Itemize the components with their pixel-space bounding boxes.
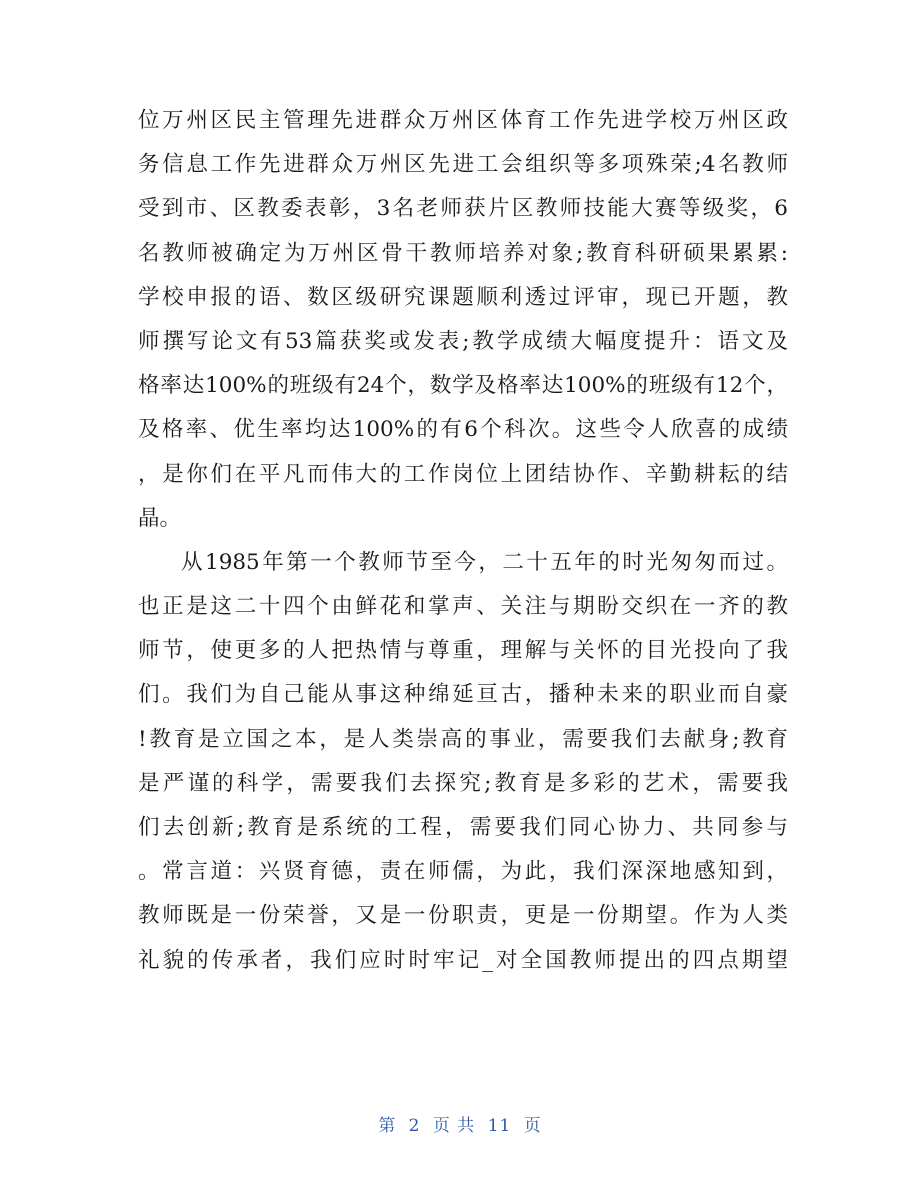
total-pages-number: 11 xyxy=(487,1116,512,1136)
page-label-suffix: 页 xyxy=(523,1116,542,1136)
text-line: 名教师被确定为万州区骨干教师培养对象;教育科研硕果累累: xyxy=(138,240,788,266)
page-label-prefix: 第 xyxy=(378,1116,397,1136)
text-line: 师撰写论文有53篇获奖或发表;教学成绩大幅度提升：语文及 xyxy=(138,328,788,354)
text-line: 们。我们为自己能从事这种绵延亘古，播种未来的职业而自豪 xyxy=(138,682,788,708)
current-page-number: 2 xyxy=(408,1116,421,1136)
text-line: 学校申报的语、数区级研究课题顺利透过评审，现已开题，教 xyxy=(138,284,788,310)
text-line: 也正是这二十四个由鲜花和掌声、关注与期盼交织在一齐的教 xyxy=(138,594,788,620)
paragraph-first-line: 从1985年第一个教师节至今，二十五年的时光匆匆而过。 xyxy=(181,549,788,575)
text-line: 务信息工作先进群众万州区先进工会组织等多项殊荣;4名教师 xyxy=(138,152,788,178)
page-number-footer xyxy=(0,1111,920,1136)
text-line: 。常言道：兴贤育德，责在师儒，为此，我们深深地感知到， xyxy=(138,859,788,885)
page-label-mid: 页 共 xyxy=(432,1116,476,1136)
text-line: 礼貌的传承者，我们应时时牢记_对全国教师提出的四点期望 xyxy=(138,947,788,973)
text-line: 教师既是一份荣誉，又是一份职责，更是一份期望。作为人类 xyxy=(138,903,788,929)
text-line: 受到市、区教委表彰，3名老师获片区教师技能大赛等级奖，6 xyxy=(138,196,788,222)
text-line: 及格率、优生率均达100%的有6个科次。这些令人欣喜的成绩 xyxy=(138,417,788,443)
text-line: !教育是立国之本，是人类崇高的事业，需要我们去献身;教育 xyxy=(138,726,788,752)
text-line: ，是你们在平凡而伟大的工作岗位上团结协作、辛勤耕耘的结 xyxy=(138,461,788,487)
text-line: 们去创新;教育是系统的工程，需要我们同心协力、共同参与 xyxy=(138,815,788,840)
text-line: 位万州区民主管理先进群众万州区体育工作先进学校万州区政 xyxy=(138,108,788,133)
text-line: 晶。 xyxy=(138,505,182,531)
text-line: 是严谨的科学，需要我们去探究;教育是多彩的艺术，需要我 xyxy=(138,770,788,796)
text-line: 师节，使更多的人把热情与尊重，理解与关怀的目光投向了我 xyxy=(138,638,788,664)
text-line: 格率达100%的班级有24个，数学及格率达100%的班级有12个， xyxy=(138,373,788,399)
body-text xyxy=(138,99,788,983)
